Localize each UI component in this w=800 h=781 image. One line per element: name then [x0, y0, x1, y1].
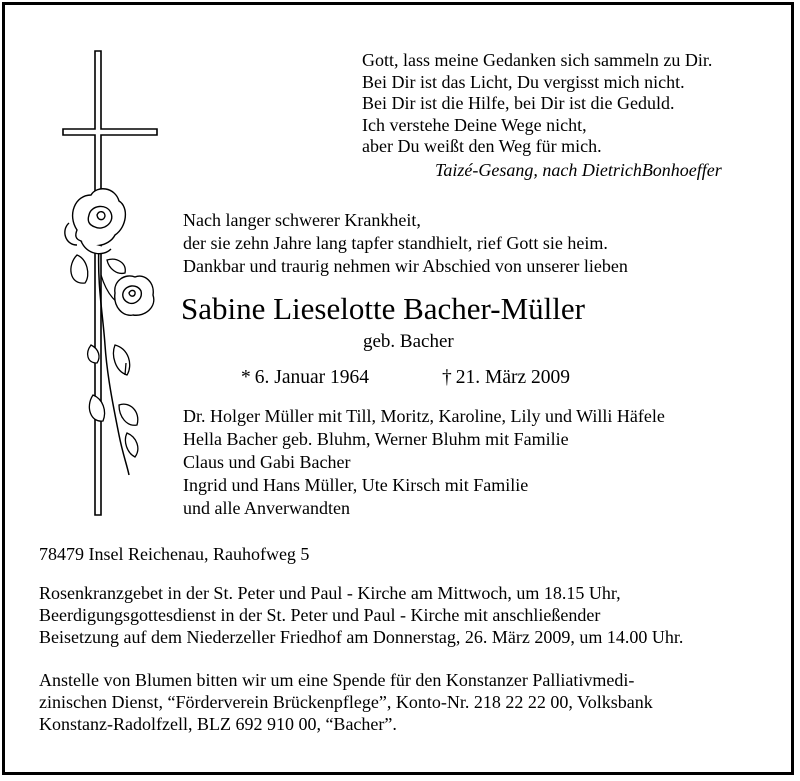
service-line: Beerdigungsgottesdienst in der St. Peter und Paul - Kirche mit anschließender — [39, 605, 601, 625]
donation-info — [39, 669, 653, 735]
intro-line: Nach langer schwerer Krankheit, — [183, 210, 421, 230]
service-line: Rosenkranzgebet in der St. Peter und Paul - Kirche am Mittwoch, um 18.15 Uhr, — [39, 583, 621, 603]
birth-date: 6. Januar 1964 — [254, 367, 370, 388]
mourners-list — [183, 405, 665, 520]
mourner-line: Claus und Gabi Bacher — [183, 452, 351, 472]
mourner-line: und alle Anverwandten — [183, 498, 350, 518]
poem-line: Gott, lass meine Gedanken sich sammeln zu Dir. — [362, 50, 713, 70]
service-info — [39, 582, 683, 648]
intro-line: der sie zehn Jahre lang tapfer standhielt, rief Gott sie heim. — [183, 233, 608, 253]
birth-star-icon: * — [241, 367, 251, 388]
poem-line: Bei Dir ist die Hilfe, bei Dir ist die Geduld. — [362, 93, 675, 114]
mourner-line: Dr. Holger Müller mit Till, Moritz, Karoline, Lily und Willi Häfele — [183, 406, 665, 426]
service-line: Beisetzung auf dem Niederzeller Friedhof am Donnerstag, 26. März 2009, um 14.00 Uhr. — [39, 627, 684, 647]
donation-line: Anstelle von Blumen bitten wir um eine Spende für den Konstanzer Palliativmedi- — [39, 670, 635, 690]
mourner-line: Hella Bacher geb. Bluhm, Werner Bluhm mit Familie — [183, 429, 569, 449]
death-date-line — [442, 367, 570, 388]
cross-with-roses-icon — [57, 45, 167, 525]
poem-attribution: Taizé-Gesang, nach DietrichBonhoeffer — [435, 160, 722, 180]
poem-line: aber Du weißt den Weg für mich. — [362, 136, 602, 157]
birth-date-line — [241, 367, 369, 388]
death-cross-icon: † — [442, 367, 452, 388]
poem-line: Ich verstehe Deine Wege nicht, — [362, 114, 587, 135]
death-date: 21. März 2009 — [455, 367, 571, 388]
obituary-notice — [2, 2, 794, 775]
poem-line: Bei Dir ist das Licht, Du vergisst mich nicht. — [362, 71, 685, 92]
intro-line: Dankbar und traurig nehmen wir Abschied von unserer lieben — [183, 256, 628, 276]
poem — [362, 50, 712, 158]
address: 78479 Insel Reichenau, Rauhofweg 5 — [39, 544, 310, 564]
maiden-name: geb. Bacher — [363, 331, 454, 352]
deceased-name: Sabine Lieselotte Bacher-Müller — [181, 291, 585, 326]
mourner-line: Ingrid und Hans Müller, Ute Kirsch mit Familie — [183, 475, 529, 495]
donation-line: zinischen Dienst, “Förderverein Brückenpflege”, Konto-Nr. 218 22 22 00, Volksbank — [39, 692, 653, 712]
intro-text — [183, 209, 628, 278]
donation-line: Konstanz-Radolfzell, BLZ 692 910 00, “Bacher”. — [39, 714, 397, 734]
